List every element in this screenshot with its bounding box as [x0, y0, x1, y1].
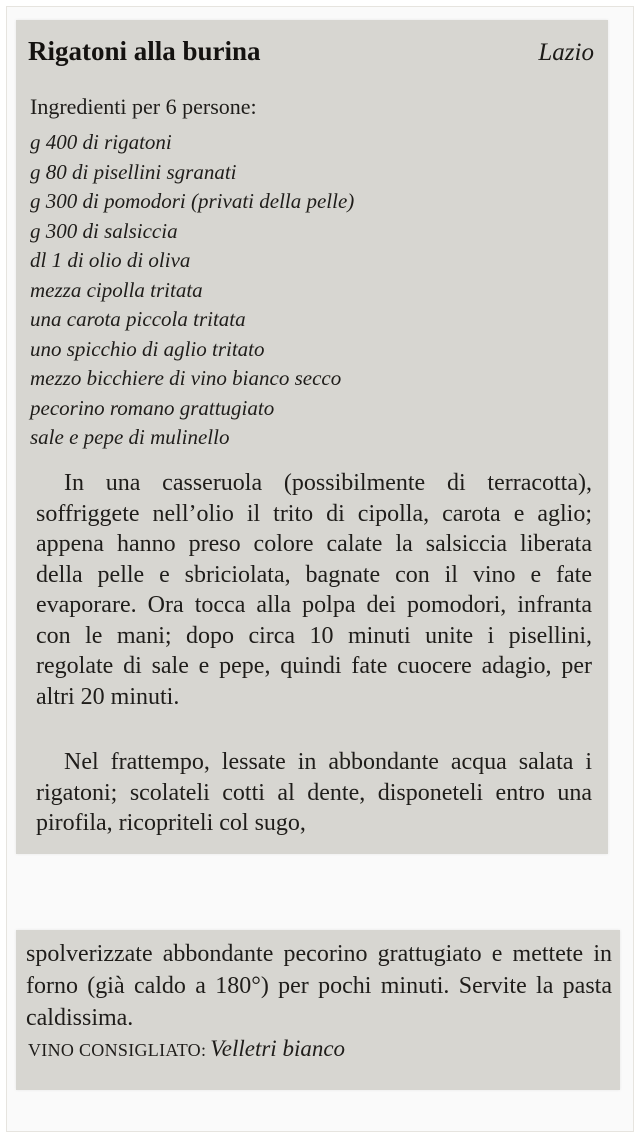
- ingredient-item: dl 1 di olio di oliva: [30, 248, 191, 272]
- ingredient-item: una carota piccola tritata: [30, 307, 246, 331]
- ingredient-item: g 400 di rigatoni: [30, 130, 172, 154]
- recipe-region: Lazio: [538, 39, 594, 66]
- wine-label: VINO CONSIGLIATO:: [28, 1040, 207, 1060]
- recipe-page-top: [16, 20, 608, 854]
- ingredient-item: sale e pepe di mulinello: [30, 425, 230, 449]
- ingredient-item: g 80 di pisellini sgranati: [30, 159, 237, 184]
- wine-recommendation: [28, 1036, 345, 1062]
- ingredients-list: [30, 128, 354, 453]
- ingredient-item: pecorino romano grattugiato: [30, 395, 275, 420]
- ingredient-item: uno spicchio di aglio tritato: [30, 336, 265, 361]
- wine-value: Velletri bianco: [210, 1036, 346, 1061]
- method-paragraph-2: Nel frattempo, lessate in abbondante acqua salata i rigatoni; scolateli cotti al dente, disponeteli entro una pirofila, ricopriteli col sugo,: [36, 749, 592, 836]
- recipe-page-bottom: [16, 930, 620, 1090]
- method-continuation: spolverizzate abbondante pecorino grattugiato e mettete in forno (già caldo a 180°) per pochi minuti. Servite la pasta caldissima.: [26, 941, 612, 1031]
- title-row: [28, 36, 594, 70]
- ingredient-item: g 300 di salsiccia: [30, 218, 178, 243]
- ingredient-item: g 300 di pomodori (privati della pelle): [30, 189, 355, 213]
- ingredients-heading: Ingredienti per 6 persone:: [30, 94, 257, 119]
- recipe-title: Rigatoni alla burina: [28, 36, 261, 66]
- ingredient-item: mezza cipolla tritata: [30, 277, 203, 302]
- method-paragraph-1: In una casseruola (possibilmente di terracotta), soffriggete nell’olio il trito di cipolla, carota e aglio; appena hanno preso colore calate la salsiccia liberata della pelle e sbriciolata, bagnate con il vino e fate evaporare. Ora tocca alla polpa dei pomodori, infranta con le mani; dopo circa 10 minuti unite i pisellini, regolate di sale e pepe, quindi fate cuocere adagio, per altri 20 minuti.: [36, 470, 592, 710]
- ingredient-item: mezzo bicchiere di vino bianco secco: [30, 366, 342, 390]
